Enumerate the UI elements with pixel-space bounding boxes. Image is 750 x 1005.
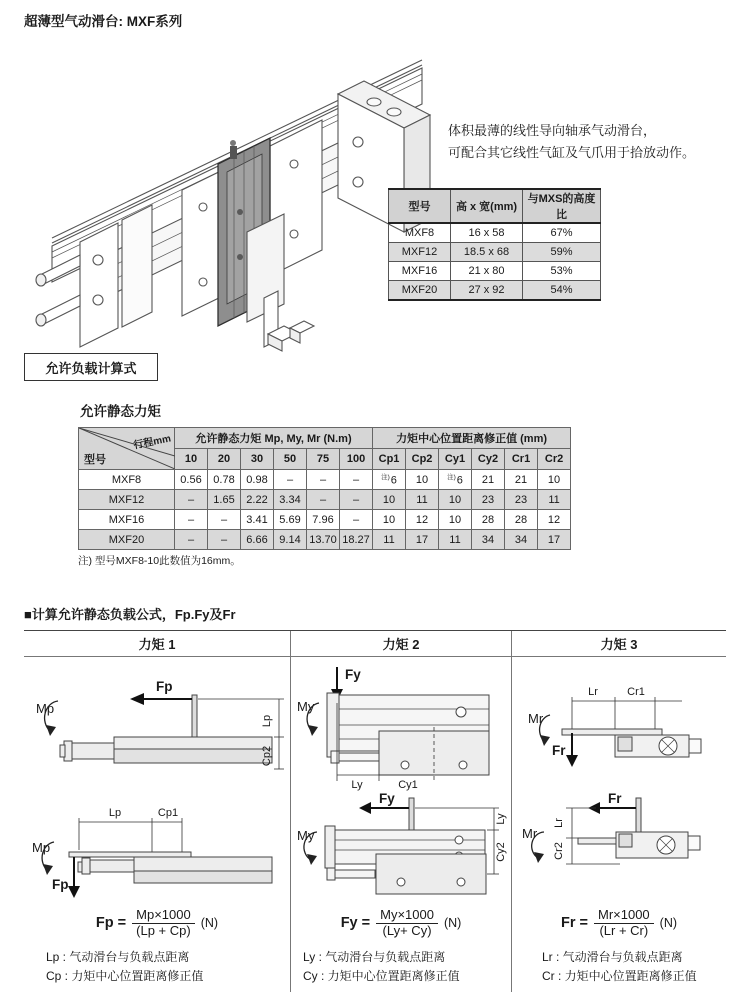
- table-row: [389, 262, 601, 281]
- column-header: 10: [175, 449, 208, 470]
- table-cell: 6.66: [241, 530, 274, 550]
- moment2-top-diagram: [291, 657, 512, 792]
- table-cell: 10: [439, 510, 472, 530]
- corner-label-model: 型号: [84, 454, 106, 466]
- table-cell: –: [175, 530, 208, 550]
- table-cell: 12: [538, 510, 571, 530]
- formula-denominator: (Ly+ Cy): [382, 922, 432, 938]
- moment-label: Mr: [528, 711, 544, 726]
- moment-table-note: 注) 型号MXF8-10此数值为16mm。: [78, 555, 241, 567]
- column-header: 型号: [389, 189, 451, 223]
- formula-name: Fr =: [560, 915, 588, 931]
- table-cell: –: [340, 490, 373, 510]
- table-cell: MXF16: [79, 510, 175, 530]
- table-cell: 7.96: [307, 510, 340, 530]
- column-header: 与MXS的高度比: [523, 189, 601, 223]
- table-cell: 3.34: [274, 490, 307, 510]
- table-cell: 0.98: [241, 470, 274, 490]
- dimension-label: Cp1: [157, 807, 179, 819]
- legend-line: Cy : 力矩中心位置距离修正值: [303, 969, 460, 983]
- calc-box: [24, 353, 158, 381]
- table-cell: –: [208, 510, 241, 530]
- table-cell: 17: [406, 530, 439, 550]
- table-cell: 0.78: [208, 470, 241, 490]
- dimension-label: Lp: [261, 714, 273, 728]
- moment3-top-diagram: [512, 657, 727, 792]
- force-label: Fy: [345, 667, 361, 682]
- legend-line: Lr : 气动滑台与负载点距离: [542, 950, 683, 964]
- column-header: Cp2: [406, 449, 439, 470]
- table-cell: 21: [472, 470, 505, 490]
- table-cell: $^{注)}$6: [373, 470, 406, 490]
- table-cell: –: [307, 470, 340, 490]
- table-cell: –: [274, 470, 307, 490]
- table-cell: 17: [538, 530, 571, 550]
- formula-numerator: My×1000: [376, 908, 438, 924]
- moment-section-title: 允许静态力矩: [80, 404, 161, 419]
- table-cell: MXF12: [79, 490, 175, 510]
- table-row: [389, 281, 601, 301]
- table-cell: 53%: [523, 262, 601, 281]
- moment3-header: 力矩 3: [512, 631, 726, 657]
- table-cell: 28: [505, 510, 538, 530]
- table-cell: 59%: [523, 243, 601, 262]
- legend-line: Ly : 气动滑台与负载点距离: [303, 950, 446, 964]
- table-cell: 27 x 92: [451, 281, 523, 301]
- column-header: 50: [274, 449, 307, 470]
- column-header: Cy2: [472, 449, 505, 470]
- column-header: Cr2: [538, 449, 571, 470]
- force-label: Fr: [608, 792, 622, 806]
- intro-text: [448, 120, 695, 164]
- table-cell: 54%: [523, 281, 601, 301]
- table-cell: $^{注)}$6: [439, 470, 472, 490]
- dimension-label: Cr1: [627, 686, 645, 698]
- moment-label: My: [297, 828, 315, 843]
- calc-box-label: 允许负载计算式: [45, 360, 137, 376]
- table-cell: MXF12: [389, 243, 451, 262]
- formula-unit: (N): [200, 916, 219, 930]
- group-header: 力矩中心位置距离修正值 (mm): [373, 428, 571, 449]
- moment2-legend: [291, 944, 511, 992]
- moment-label: My: [297, 699, 315, 714]
- formula-numerator: Mp×1000: [132, 908, 195, 924]
- table-cell: MXF20: [389, 281, 451, 301]
- column-header: 20: [208, 449, 241, 470]
- dimension-label: Cp2: [261, 745, 273, 767]
- table-row: [79, 510, 571, 530]
- table-cell: –: [307, 490, 340, 510]
- moment3-column: [511, 631, 726, 992]
- force-label: Fy: [379, 792, 395, 806]
- table-row: [389, 223, 601, 243]
- moment1-header: 力矩 1: [24, 631, 290, 657]
- table-cell: 18.27: [340, 530, 373, 550]
- table-cell: MXF20: [79, 530, 175, 550]
- table-cell: 10: [406, 470, 439, 490]
- moment-label: Mp: [32, 840, 51, 855]
- formula-denominator: (Lp + Cp): [136, 922, 191, 938]
- corner-label-stroke: 行程mm: [132, 433, 173, 452]
- table-cell: 21: [505, 470, 538, 490]
- moment-label: Mp: [36, 701, 55, 716]
- fp-formula: [24, 902, 290, 944]
- table-row: [79, 530, 571, 550]
- corner-cell: [79, 428, 175, 470]
- table-cell: 18.5 x 68: [451, 243, 523, 262]
- moment2-column: [290, 631, 511, 992]
- dimension-label: Ly: [495, 813, 507, 825]
- column-header: 高 x 宽(mm): [451, 189, 523, 223]
- table-cell: 11: [406, 490, 439, 510]
- moment3-legend: [512, 944, 726, 992]
- force-label: Fp: [156, 679, 173, 694]
- table-cell: –: [175, 510, 208, 530]
- table-cell: 9.14: [274, 530, 307, 550]
- moment-table: [78, 427, 571, 550]
- table-cell: 10: [373, 510, 406, 530]
- formula-unit: (N): [659, 916, 678, 930]
- table-cell: –: [175, 490, 208, 510]
- moment3-bottom-diagram: [512, 792, 727, 902]
- table-cell: 11: [373, 530, 406, 550]
- dimension-label: Cr2: [553, 842, 565, 860]
- column-header: Cp1: [373, 449, 406, 470]
- table-cell: 10: [538, 470, 571, 490]
- table-cell: 10: [439, 490, 472, 510]
- table-cell: 2.22: [241, 490, 274, 510]
- table-cell: 10: [373, 490, 406, 510]
- table-cell: 21 x 80: [451, 262, 523, 281]
- table-cell: 5.69: [274, 510, 307, 530]
- fr-formula: [512, 902, 726, 944]
- table-cell: –: [208, 530, 241, 550]
- formula-unit: (N): [443, 916, 462, 930]
- table-cell: 3.41: [241, 510, 274, 530]
- group-header: 允许静态力矩 Mp, My, Mr (N.m): [175, 428, 373, 449]
- table-row: [79, 490, 571, 510]
- legend-line: Cp : 力矩中心位置距离修正值: [46, 969, 204, 983]
- legend-line: Lp : 气动滑台与负载点距离: [46, 950, 190, 964]
- static-load-formula-table: [24, 630, 726, 992]
- table-row: [389, 243, 601, 262]
- table-cell: 13.70: [307, 530, 340, 550]
- dimension-label: Lp: [108, 807, 122, 819]
- moment2-header: 力矩 2: [291, 631, 511, 657]
- moment-label: Mr: [522, 826, 538, 841]
- size-table: [388, 188, 601, 301]
- force-label: Fp: [52, 877, 69, 892]
- table-cell: 12: [406, 510, 439, 530]
- moment1-legend: [24, 944, 290, 992]
- legend-line: Cr : 力矩中心位置距离修正值: [542, 969, 697, 983]
- formula-section-title: ■计算允许静态负载公式，Fp.Fy及Fr: [24, 607, 236, 622]
- formula-numerator: Mr×1000: [594, 908, 654, 924]
- moment2-bottom-diagram: [291, 792, 512, 902]
- intro-line: 可配合其它线性气缸及气爪用于拾放动作。: [448, 145, 696, 160]
- dimension-label: Lr: [553, 818, 565, 828]
- table-cell: 34: [472, 530, 505, 550]
- dimension-label: Lr: [588, 686, 598, 698]
- moment1-bottom-diagram: [24, 792, 290, 902]
- table-row: [79, 470, 571, 490]
- table-cell: MXF8: [389, 223, 451, 243]
- formula-name: Fy =: [340, 915, 371, 931]
- force-label: Fr: [552, 743, 566, 758]
- page-title: 超薄型气动滑台: MXF系列: [24, 14, 183, 29]
- table-header-row: [79, 428, 571, 449]
- column-header: 30: [241, 449, 274, 470]
- column-header: Cy1: [439, 449, 472, 470]
- moment1-column: [24, 631, 290, 992]
- table-header-row: [389, 189, 601, 223]
- intro-line: 体积最薄的线性导向轴承气动滑台，: [448, 123, 657, 138]
- table-cell: MXF16: [389, 262, 451, 281]
- table-cell: 28: [472, 510, 505, 530]
- table-cell: 11: [439, 530, 472, 550]
- column-header: 100: [340, 449, 373, 470]
- gripper-bracket: [264, 291, 314, 351]
- table-cell: 1.65: [208, 490, 241, 510]
- fy-formula: [291, 902, 511, 944]
- table-cell: 11: [538, 490, 571, 510]
- table-cell: 23: [472, 490, 505, 510]
- table-cell: MXF8: [79, 470, 175, 490]
- dimension-label: Cy1: [398, 779, 418, 791]
- formula-denominator: (Lr + Cr): [599, 922, 649, 938]
- dimension-label: Ly: [351, 779, 363, 791]
- table-cell: –: [340, 510, 373, 530]
- column-header: 75: [307, 449, 340, 470]
- table-cell: 23: [505, 490, 538, 510]
- column-header: Cr1: [505, 449, 538, 470]
- table-cell: 0.56: [175, 470, 208, 490]
- moment1-top-diagram: [24, 657, 290, 792]
- formula-name: Fp =: [95, 915, 127, 931]
- table-cell: 34: [505, 530, 538, 550]
- table-cell: 67%: [523, 223, 601, 243]
- table-cell: 16 x 58: [451, 223, 523, 243]
- table-cell: –: [340, 470, 373, 490]
- dimension-label: Cy2: [495, 842, 507, 862]
